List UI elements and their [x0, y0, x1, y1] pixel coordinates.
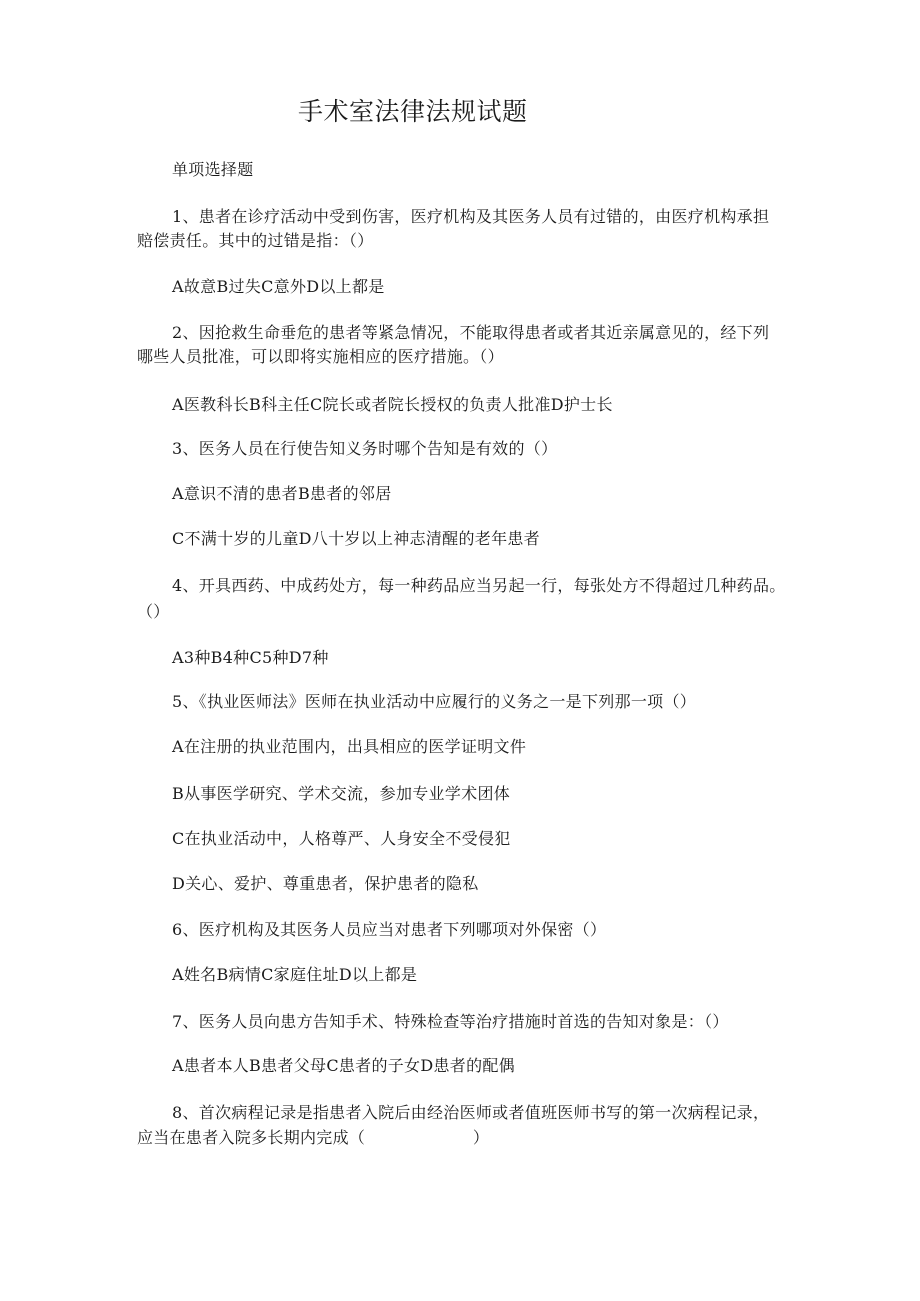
- question-4-options: A3种B4种C5种D7种: [172, 648, 329, 667]
- question-4-line-2: （）: [137, 602, 170, 621]
- question-2-options: A医教科长B科主任C院长或者院长授权的负责人批准D护士长: [172, 395, 613, 414]
- document-title: 手术室法律法规试题: [298, 97, 528, 126]
- question-5-option-a: A在注册的执业范围内，出具相应的医学证明文件: [172, 737, 527, 756]
- question-5-option-b: B从事医学研究、学术交流，参加专业学术团体: [172, 784, 511, 803]
- question-1-line-1: 1、患者在诊疗活动中受到伤害，医疗机构及其医务人员有过错的，由医疗机构承担: [172, 207, 770, 226]
- question-8-line-2: 应当在患者入院多长期内完成（ ）: [137, 1128, 490, 1147]
- question-3-options-2: C不满十岁的儿童D八十岁以上神志清醒的老年患者: [172, 529, 540, 548]
- question-7-options: A患者本人B患者父母C患者的子女D患者的配偶: [172, 1056, 515, 1075]
- question-5-option-d: D关心、爱护、尊重患者，保护患者的隐私: [172, 874, 479, 893]
- question-7-line-1: 7、医务人员向患方告知手术、特殊检查等治疗措施时首选的告知对象是：（）: [172, 1012, 729, 1031]
- question-1-line-2: 赔偿责任。其中的过错是指：（）: [137, 231, 374, 250]
- question-5-line-1: 5、《执业医师法》医师在执业活动中应履行的义务之一是下列那一项（）: [172, 692, 697, 711]
- question-3-line-1: 3、医务人员在行使告知义务时哪个告知是有效的（）: [172, 439, 558, 458]
- question-8-line-1: 8、首次病程记录是指患者入院后由经治医师或者值班医师书写的第一次病程记录，: [172, 1103, 770, 1122]
- question-5-option-c: C在执业活动中，人格尊严、人身安全不受侵犯: [172, 829, 511, 848]
- question-2-line-1: 2、因抢救生命垂危的患者等紧急情况，不能取得患者或者其近亲属意见的，经下列: [172, 323, 770, 342]
- question-4-line-1: 4、开具西药、中成药处方，每一种药品应当另起一行，每张处方不得超过几种药品。: [172, 576, 786, 595]
- question-2-line-2: 哪些人员批准，可以即将实施相应的医疗措施。（）: [137, 347, 504, 366]
- question-6-line-1: 6、医疗机构及其医务人员应当对患者下列哪项对外保密（）: [172, 920, 607, 939]
- question-6-options: A姓名B病情C家庭住址D以上都是: [172, 965, 418, 984]
- question-3-options-1: A意识不清的患者B患者的邻居: [172, 484, 392, 503]
- section-heading: 单项选择题: [172, 160, 254, 179]
- question-1-options: A故意B过失C意外D以上都是: [172, 277, 385, 296]
